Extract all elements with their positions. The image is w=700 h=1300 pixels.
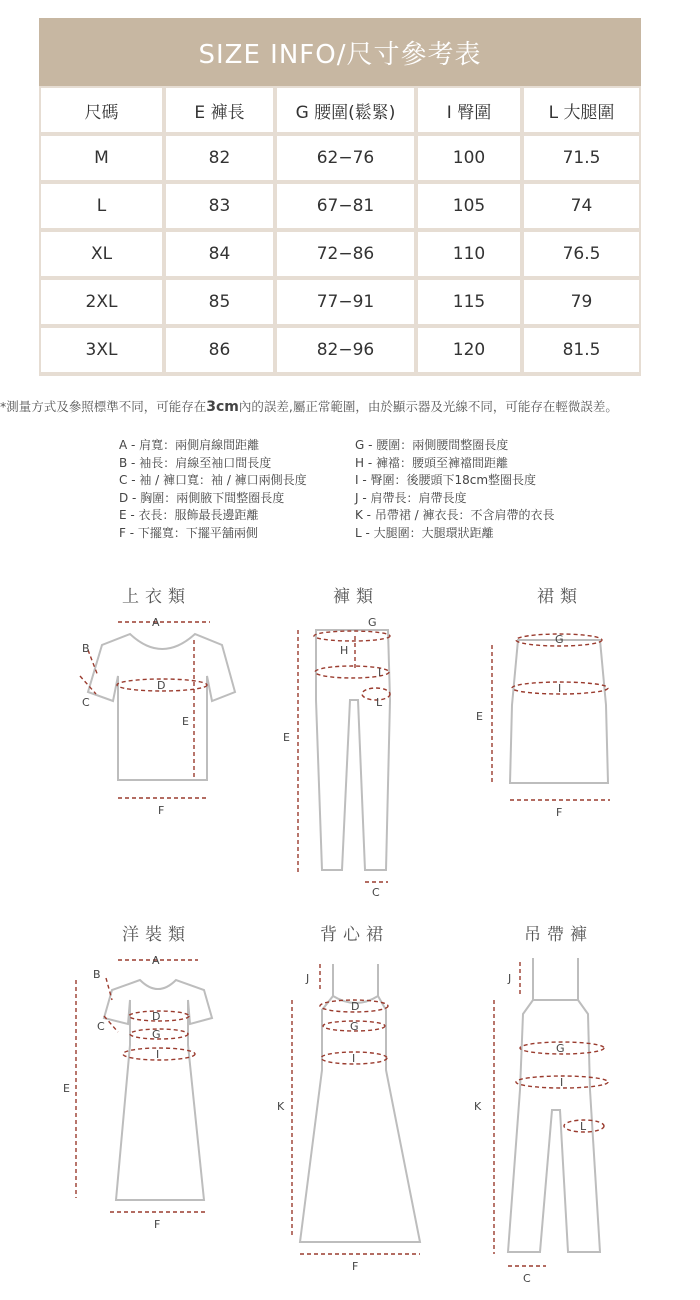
label-c-tops: C	[82, 696, 90, 709]
category-skirts: 裙類	[537, 587, 583, 607]
label-i-dresses: I	[156, 1048, 160, 1061]
label-g-pants: G	[368, 616, 377, 629]
legend-item: G - 腰圍：兩側腰間整圈長度	[355, 438, 509, 452]
cell-size: M	[39, 134, 164, 182]
label-d-tops: D	[157, 679, 166, 692]
cell-thigh: 74	[522, 182, 641, 230]
header-length: E 褲長	[164, 86, 275, 134]
label-g-dresses: G	[152, 1028, 161, 1041]
label-k-vest-dress: K	[277, 1100, 285, 1113]
category-vest-dress: 背心裙	[320, 925, 389, 945]
label-j-vest-dress: J	[306, 972, 310, 985]
label-f-dresses: F	[154, 1218, 161, 1231]
label-a-tops: A	[152, 616, 160, 629]
category-tops: 上衣類	[122, 587, 191, 607]
label-l-pants: L	[376, 696, 383, 709]
cell-thigh: 81.5	[522, 326, 641, 374]
cell-hip: 115	[416, 278, 522, 326]
cell-size: L	[39, 182, 164, 230]
label-i-overalls: I	[560, 1076, 564, 1089]
category-pants: 褲類	[333, 587, 379, 607]
cell-waist: 72−86	[275, 230, 416, 278]
legend-item: F - 下擺寬：下擺平舖兩側	[119, 525, 258, 540]
legend-item: J - 肩帶長：肩帶長度	[355, 490, 467, 505]
label-l-overalls: L	[580, 1120, 587, 1133]
label-e-skirts: E	[476, 710, 483, 723]
legend-item: L - 大腿圍：大腿環狀距離	[355, 525, 494, 540]
label-i-pants: I	[378, 666, 382, 679]
cell-length: 84	[164, 230, 275, 278]
label-b-tops: B	[82, 642, 90, 655]
label-h-pants: H	[340, 644, 349, 657]
label-d-vest-dress: D	[351, 1000, 360, 1013]
header-thigh: L 大腿圍	[522, 86, 641, 134]
label-c-overalls: C	[523, 1272, 531, 1285]
note-highlight: 3cm	[206, 399, 239, 415]
label-g-skirts: G	[555, 633, 564, 646]
cell-length: 83	[164, 182, 275, 230]
label-c-pants: C	[372, 886, 380, 899]
label-i-vest-dress: I	[352, 1052, 356, 1065]
cell-length: 86	[164, 326, 275, 374]
label-f-tops: F	[158, 804, 165, 817]
overalls-outline	[508, 958, 600, 1252]
cell-hip: 105	[416, 182, 522, 230]
legend-item: E - 衣長：服飾最長邊距離	[119, 508, 259, 523]
label-a-dresses: A	[152, 954, 160, 967]
label-j-overalls: J	[508, 972, 512, 985]
header-size: 尺碼	[39, 86, 164, 134]
vest-dress-outline	[300, 964, 420, 1242]
cell-size: XL	[39, 230, 164, 278]
cell-thigh: 79	[522, 278, 641, 326]
header-waist: G 腰圍(鬆緊)	[275, 86, 416, 134]
cell-waist: 62−76	[275, 134, 416, 182]
label-b-dresses: B	[93, 968, 101, 981]
page-title: SIZE INFO/尺寸參考表	[39, 18, 641, 86]
label-e-pants: E	[283, 731, 290, 744]
legend-item: I - 臀圍：後腰頭下18cm整圈長度	[355, 473, 537, 488]
label-e-tops: E	[182, 715, 189, 728]
header-hip: I 臀圍	[416, 86, 522, 134]
label-k-overalls: K	[474, 1100, 482, 1113]
cell-waist: 67−81	[275, 182, 416, 230]
legend-item: D - 胸圍：兩側腋下間整圈長度	[119, 490, 285, 505]
cell-hip: 100	[416, 134, 522, 182]
cell-length: 85	[164, 278, 275, 326]
label-f-vest-dress: F	[352, 1260, 359, 1273]
label-c-dresses: C	[97, 1020, 105, 1033]
cell-waist: 82−96	[275, 326, 416, 374]
cell-thigh: 76.5	[522, 230, 641, 278]
cell-waist: 77−91	[275, 278, 416, 326]
category-dresses: 洋裝類	[122, 925, 191, 945]
note-text-after: 內的誤差,屬正常範圍，由於顯示器及光線不同，可能存在輕微誤差。	[238, 399, 618, 414]
note-text-before: *測量方式及參照標準不同，可能存在	[0, 399, 207, 414]
cell-hip: 110	[416, 230, 522, 278]
label-d-dresses: D	[152, 1010, 161, 1023]
category-overalls: 吊帶褲	[524, 925, 593, 945]
cell-thigh: 71.5	[522, 134, 641, 182]
cell-size: 2XL	[39, 278, 164, 326]
label-g-overalls: G	[556, 1042, 565, 1055]
cell-length: 82	[164, 134, 275, 182]
label-e-dresses: E	[63, 1082, 70, 1095]
cell-size: 3XL	[39, 326, 164, 374]
label-f-skirts: F	[556, 806, 563, 819]
tshirt-outline	[88, 634, 235, 780]
skirt-outline	[510, 640, 608, 783]
legend-item: K - 吊帶裙 / 褲衣長：不含肩帶的衣長	[355, 508, 555, 523]
legend-item: A - 肩寬：兩側肩線間距離	[119, 438, 260, 452]
label-g-vest-dress: G	[350, 1020, 359, 1033]
legend-item: H - 褲襠：腰頭至褲襠間距離	[355, 455, 508, 470]
cell-hip: 120	[416, 326, 522, 374]
label-i-skirts: I	[558, 682, 562, 695]
legend-item: C - 袖 / 褲口寬：袖 / 褲口兩側長度	[119, 473, 307, 488]
legend-item: B - 袖長：肩線至袖口間長度	[119, 455, 272, 470]
